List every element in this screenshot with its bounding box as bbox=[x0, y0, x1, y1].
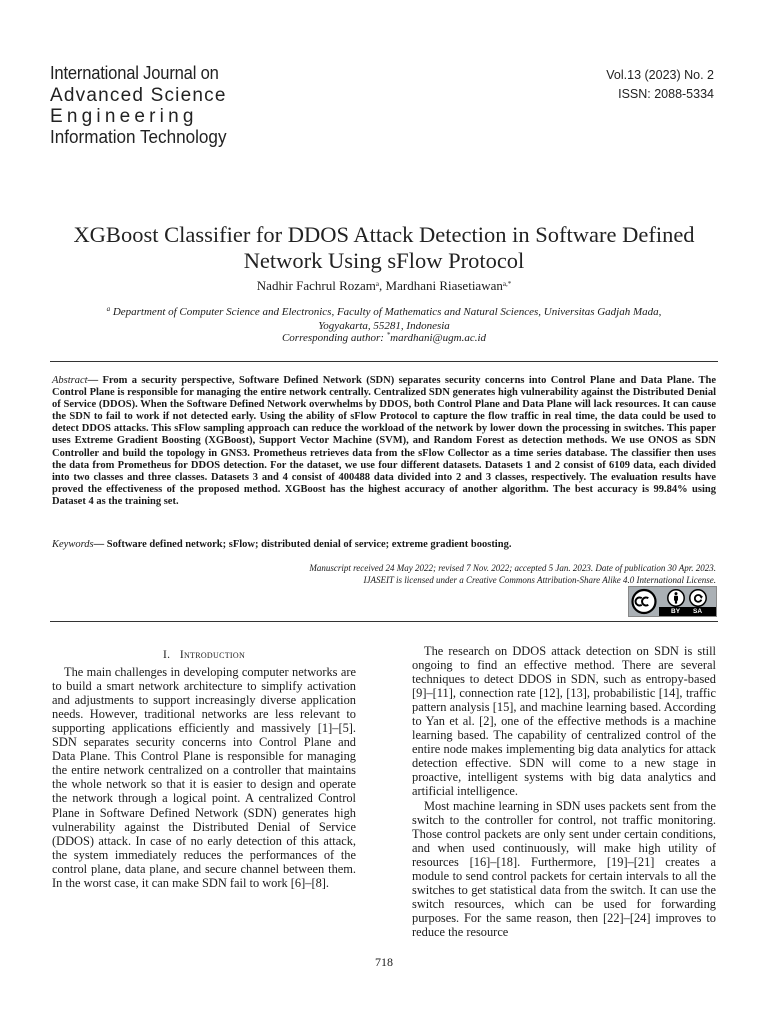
corresponding-mark: * bbox=[386, 331, 391, 339]
section-heading bbox=[52, 648, 356, 662]
affiliation-text: Department of Computer Science and Electronics, Faculty of Mathematics and Natural Sciences, Universitas Gadjah Mada, Yogyakarta, 55281, Indonesia bbox=[110, 306, 662, 332]
keywords bbox=[52, 539, 716, 550]
journal-name-line3: Engineering bbox=[50, 106, 198, 127]
corresponding-author bbox=[40, 331, 728, 344]
title-line-2: Network Using sFlow Protocol bbox=[243, 248, 525, 273]
author-separator: , bbox=[379, 278, 386, 293]
manuscript-dates: Manuscript received 24 May 2022; revised 7 Nov. 2022; accepted 5 Jan. 2023. Date of publication 30 Apr. 2023. bbox=[309, 563, 716, 573]
top-divider bbox=[50, 361, 718, 362]
journal-name-line1: International Journal on bbox=[50, 63, 219, 83]
intro-paragraph-3: Most machine learning in SDN uses packets sent from the switch to the controller for control, not traffic monitoring. Those control packets are only sent under certain conditions, and when used continuously, will make high utility of resources [16]–[18]. Furthermore, [19]–[21] creates a module to send control packets for certain intervals to all the switches to get statistical data from the switch. It can use the switch resources, which can be used for forwarding purposes. For the same reason, then [22]–[24] improves to reduce the resource bbox=[412, 798, 716, 939]
intro-paragraph-2: The research on DDOS attack detection on SDN is still ongoing to find an effective method. There are several techniques to detect DDOS in SDN, such as entropy-based [9]–[11], connection rate [12], [13], probabilistic [14], traffic pattern analysis [15], and machine learning based. According to Yan et al. [2], one of the effective methods is a machine learning based. The capability of centralized control of the entire node makes implementing big data analytics for attack detection effective. SDN will come to a new stage in proactive, intelligent systems with big data analytics and artificial intelligence. bbox=[412, 644, 716, 799]
by-icon bbox=[668, 590, 684, 606]
issue-info bbox=[606, 66, 714, 104]
section-title: Introduction bbox=[179, 649, 246, 661]
paper-title bbox=[40, 222, 728, 274]
author-name: Nadhir Fachrul Rozam bbox=[256, 278, 376, 293]
corresponding-label: Corresponding author: bbox=[281, 332, 387, 344]
bottom-divider bbox=[50, 621, 718, 622]
manuscript-info bbox=[309, 562, 716, 586]
keywords-label: Keywords bbox=[52, 539, 94, 550]
journal-name-line4: Information Technology bbox=[50, 127, 227, 147]
left-column bbox=[52, 648, 356, 890]
sa-icon bbox=[690, 590, 706, 606]
cc-badge-bar bbox=[659, 607, 716, 616]
cc-license-badge[interactable] bbox=[628, 586, 717, 617]
license-statement: IJASEIT is licensed under a Creative Commons Attribution-Share Alike 4.0 International License. bbox=[363, 575, 716, 585]
affil-mark: a bbox=[106, 305, 111, 313]
abstract-label: Abstract bbox=[52, 375, 88, 386]
intro-paragraph-1: The main challenges in developing computer networks are to build a smart network architecture to simplify activation and adjustments to support increasingly diverse application needs. However, traditional networks are less relevant to supporting applications efficiently and massively [1]–[5]. SDN separates security concerns into Control Plane and Data Plane. This Control Plane is responsible for managing the entire network centralized on a controller that maintains the whole network so that it is easier to design and operate the network through a logical point. A centralized Control Plane in Software Defined Network (SDN) generates high vulnerability against the Distributed Denial of Service (DDOS) attack. In case of no early detection of this attack, the system immediately reduces the performances of the control plane, data plane, and secure channel between them. In the worst case, it can make SDN fail to work [6]–[8]. bbox=[52, 665, 356, 890]
volume-label: Vol.13 (2023) No. 2 bbox=[606, 68, 714, 82]
keywords-text: — Software defined network; sFlow; distributed denial of service; extreme gradient boosting. bbox=[93, 539, 512, 550]
right-column bbox=[412, 644, 716, 939]
sa-label: SA bbox=[693, 608, 703, 615]
by-label: BY bbox=[671, 608, 681, 615]
author-affil-mark: a bbox=[375, 280, 380, 288]
journal-logo bbox=[50, 64, 236, 146]
abstract bbox=[52, 375, 716, 508]
issn-label: ISSN: 2088-5334 bbox=[618, 87, 714, 101]
author-list bbox=[40, 278, 728, 294]
journal-name-line2: Advanced Science bbox=[50, 85, 227, 106]
corresponding-email[interactable]: mardhani@ugm.ac.id bbox=[390, 332, 487, 344]
abstract-text: — From a security perspective, Software Defined Network (SDN) separates security concerns into Control Plane and Data Plane. The Control Plane is responsible for managing the entire network centrally. Centralized SDN generates high vulnerability against the Distributed Denial of Service (DDOS). When the Software Defined Network overwhelms by DDOS, both Control Plane and Data Plane will lack resources. It can cause the SDN to fail to work if not detected early. Using the ability of sFlow Protocol to capture the flow traffic in real time, the data could be used to detect DDOS attacks. This sFlow sampling approach can reduce the workload of the network by lower down the processing in switches. This paper uses Extreme Gradient Boosting (XGBoost), Support Vector Machine (SVM), and Random Forest as detection methods. We use ONOS as SDN Controller and build the topology in GNS3. Prometheus retrieves data from the sFlow Collector as a time series database. The classifier then uses the data from Prometheus for DDOS detection. For the dataset, we use four different datasets. Datasets 1 and 2 consist of 6109 data, each divided into two classes and three classes. Datasets 3 and 4 consist of 400488 data divided into 2 and 3 classes, respectively. The evaluation results have proved the effectiveness of the proposed method. XGBoost has the highest accuracy of another algorithm. The best accuracy is 99.84% using Dataset 4 as the training set. bbox=[52, 375, 716, 507]
author-name: Mardhani Riasetiawan bbox=[385, 278, 503, 293]
title-line-1: XGBoost Classifier for DDOS Attack Detection in Software Defined bbox=[73, 222, 695, 247]
page-number: 718 bbox=[375, 955, 393, 969]
affiliation bbox=[80, 302, 688, 333]
section-number: I. bbox=[162, 649, 171, 661]
author-affil-mark: a,* bbox=[502, 280, 512, 288]
